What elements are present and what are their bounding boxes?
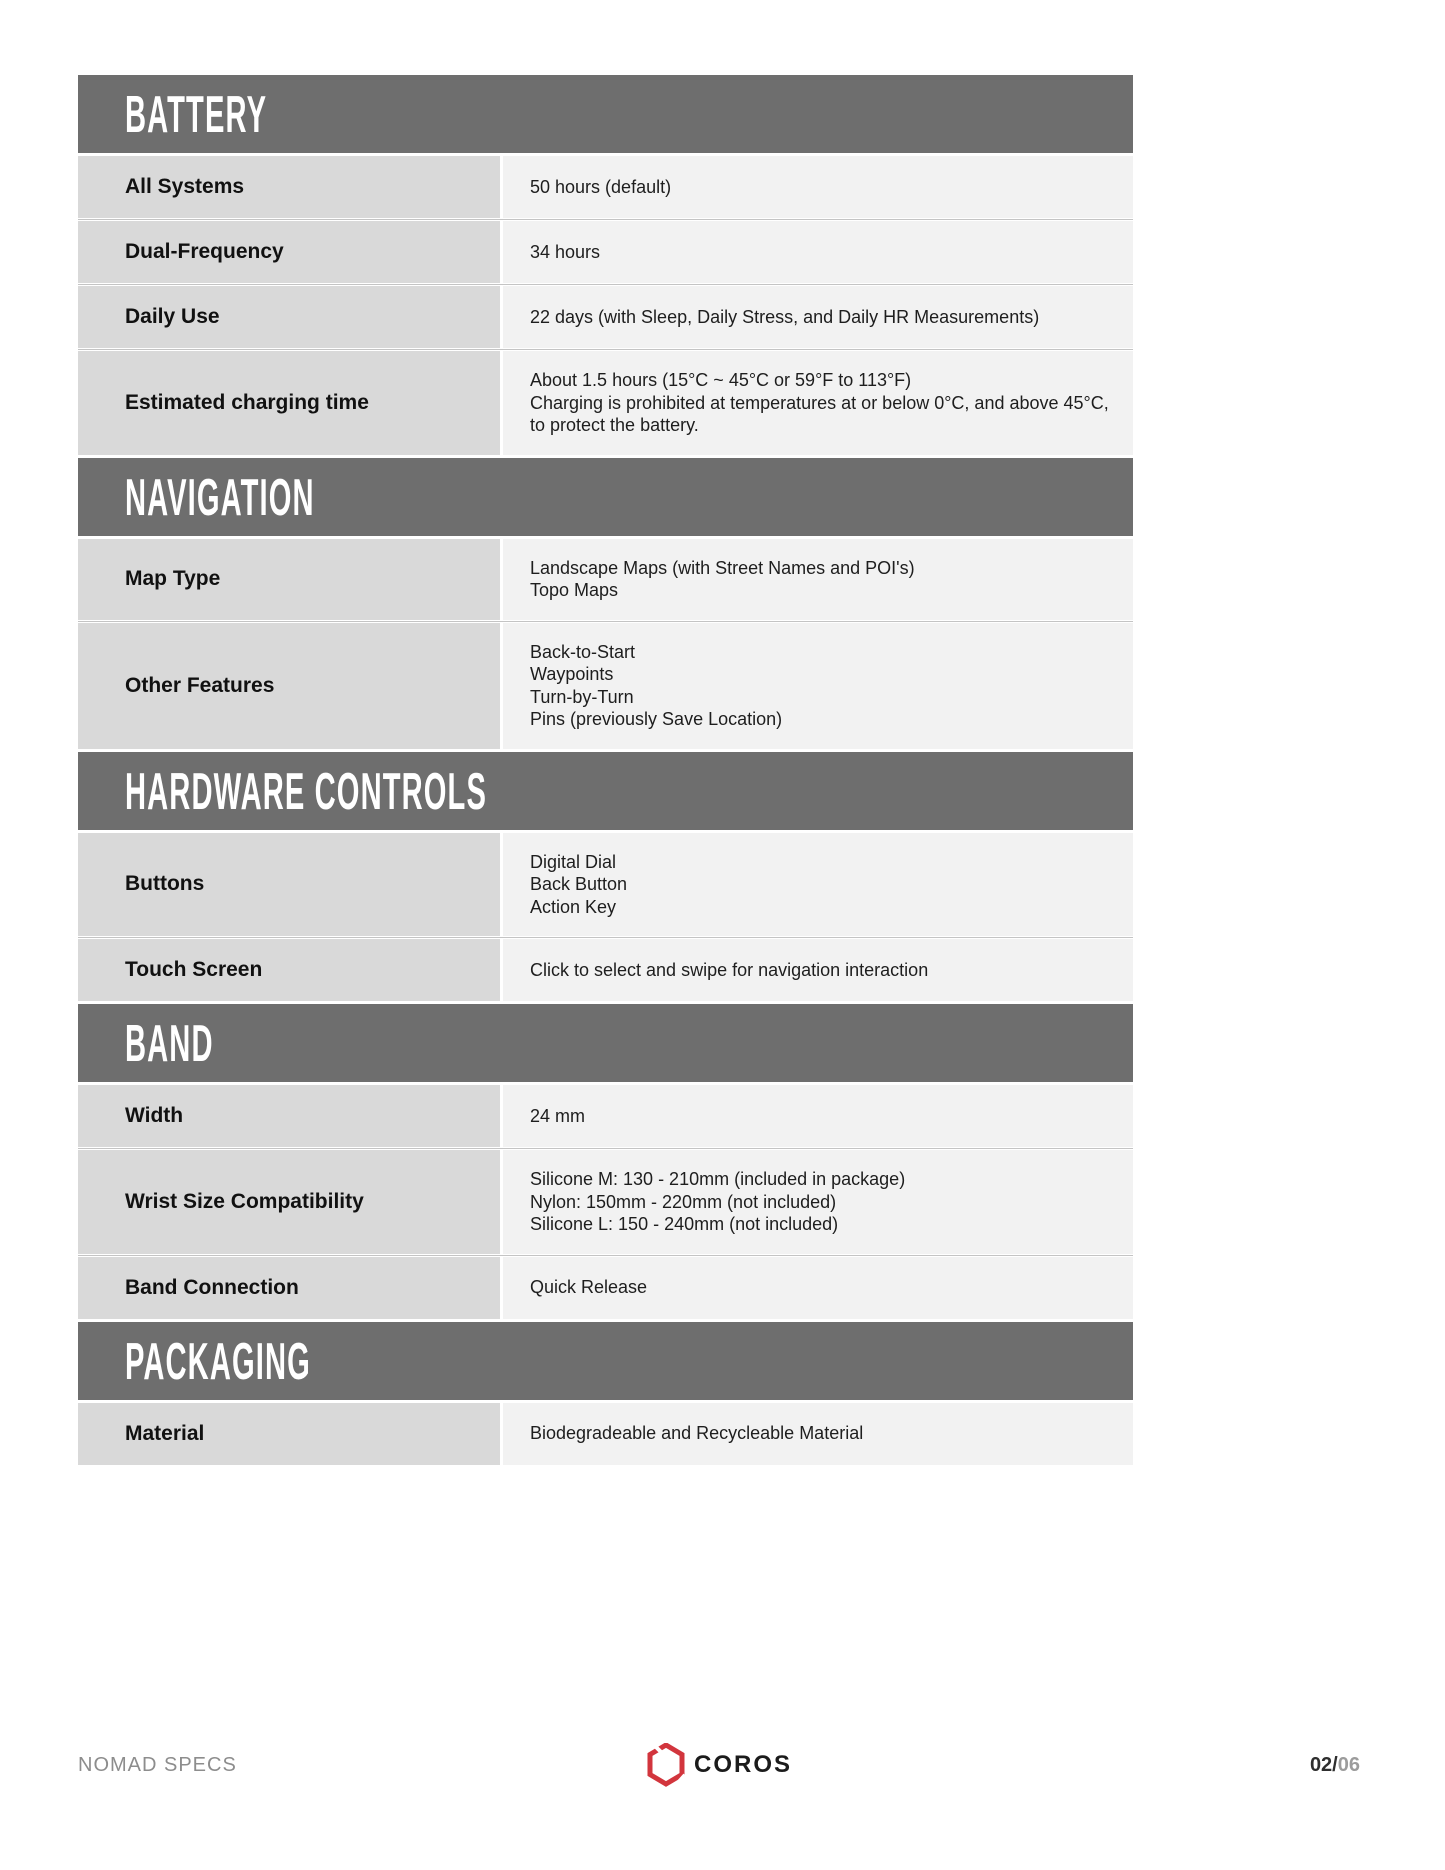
- spec-row-wrist-size-compatibility: [78, 1150, 1133, 1254]
- section-title: NAVIGATION: [125, 468, 315, 527]
- spec-row-touch-screen: [78, 939, 1133, 1001]
- spec-value-line: Back Button: [530, 874, 628, 894]
- spec-row-estimated-charging-time: [78, 351, 1133, 455]
- page-footer: [78, 1740, 1360, 1790]
- spec-value: [503, 833, 1133, 937]
- spec-value-line: Turn-by-Turn: [530, 686, 634, 707]
- spec-value-line: Action Key: [530, 896, 617, 917]
- spec-row-map-type: [78, 539, 1133, 620]
- section-header-navigation: [78, 458, 1133, 536]
- spec-value: [503, 939, 1133, 1001]
- row-divider: [78, 284, 1133, 285]
- row-divider: [78, 1148, 1133, 1149]
- spec-value-line: Nylon: 150mm - 220mm (not included): [530, 1191, 837, 1212]
- spec-value: [503, 221, 1133, 283]
- footer-doc-title: NOMAD SPECS: [78, 1753, 237, 1776]
- page-number-total: 06: [1337, 1753, 1360, 1776]
- row-divider: [78, 219, 1133, 220]
- spec-value-line: Silicone M: 130 - 210mm (included in package): [530, 1169, 906, 1189]
- spec-value: [503, 623, 1133, 749]
- spec-value: [503, 351, 1133, 455]
- row-divider: [78, 1255, 1133, 1256]
- section-title: BAND: [125, 1015, 214, 1073]
- spec-label: Dual-Frequency: [78, 221, 500, 283]
- coros-logo: [646, 1743, 792, 1787]
- spec-label: Map Type: [78, 539, 500, 620]
- spec-label: Width: [78, 1085, 500, 1147]
- section-title: BATTERY: [125, 86, 268, 144]
- spec-row-all-systems: [78, 156, 1133, 218]
- spec-row-dual-frequency: [78, 221, 1133, 283]
- section-title: PACKAGING: [125, 1332, 311, 1391]
- spec-label: Touch Screen: [78, 939, 500, 1001]
- spec-label: Daily Use: [78, 286, 500, 348]
- spec-value: [503, 1085, 1133, 1147]
- spec-value-line: Biodegradeable and Recycleable Material: [530, 1423, 864, 1444]
- spec-value-line: 50 hours (default): [530, 176, 672, 197]
- spec-label: Wrist Size Compatibility: [78, 1150, 500, 1254]
- spec-value-line: Waypoints: [530, 664, 614, 684]
- spec-value: [503, 286, 1133, 348]
- spec-value-line: 24 mm: [530, 1105, 586, 1126]
- spec-value-line: Charging is prohibited at temperatures at or below 0°C, and above 45°C, to protect the battery.: [530, 392, 1109, 435]
- page-number: [1310, 1754, 1360, 1777]
- section-header-battery: [78, 75, 1133, 153]
- spec-label: Band Connection: [78, 1257, 500, 1319]
- spec-value: [503, 1257, 1133, 1319]
- spec-value: [503, 1150, 1133, 1254]
- spec-label: All Systems: [78, 156, 500, 218]
- page-number-current: 02/: [1309, 1753, 1338, 1776]
- row-divider: [78, 937, 1133, 938]
- spec-label: Material: [78, 1403, 500, 1465]
- spec-value: [503, 1403, 1133, 1465]
- spec-row-material: [78, 1403, 1133, 1465]
- section-header-hardware-controls: [78, 752, 1133, 830]
- spec-value-line: Quick Release: [530, 1277, 648, 1298]
- coros-wordmark: COROS: [693, 1751, 793, 1778]
- spec-value: [503, 156, 1133, 218]
- section-title: HARDWARE CONTROLS: [125, 762, 487, 821]
- spec-label: Estimated charging time: [78, 351, 500, 455]
- spec-value: [503, 539, 1133, 620]
- spec-value-line: Digital Dial: [530, 851, 617, 872]
- section-header-packaging: [78, 1322, 1133, 1400]
- spec-label: Other Features: [78, 623, 500, 749]
- spec-value-line: Silicone L: 150 - 240mm (not included): [530, 1214, 839, 1234]
- spec-row-width: [78, 1085, 1133, 1147]
- spec-value-line: Click to select and swipe for navigation interaction: [530, 959, 929, 980]
- coros-hexagon-icon: [646, 1743, 686, 1787]
- spec-row-other-features: [78, 623, 1133, 749]
- spec-label: Buttons: [78, 833, 500, 937]
- spec-value-line: Pins (previously Save Location): [530, 709, 783, 729]
- spec-value-line: About 1.5 hours (15°C ~ 45°C or 59°F to 113°F): [530, 370, 912, 390]
- spec-value-line: 34 hours: [530, 241, 601, 262]
- spec-value-line: Topo Maps: [530, 580, 619, 600]
- section-header-band: [78, 1004, 1133, 1082]
- spec-row-buttons: [78, 833, 1133, 937]
- row-divider: [78, 349, 1133, 350]
- spec-value-line: Landscape Maps (with Street Names and POI's): [530, 557, 915, 578]
- spec-row-band-connection: [78, 1257, 1133, 1319]
- spec-value-line: 22 days (with Sleep, Daily Stress, and Daily HR Measurements): [530, 306, 1040, 327]
- row-divider: [78, 621, 1133, 622]
- spec-value-line: Back-to-Start: [530, 641, 636, 662]
- spec-table: [78, 75, 1133, 1468]
- spec-row-daily-use: [78, 286, 1133, 348]
